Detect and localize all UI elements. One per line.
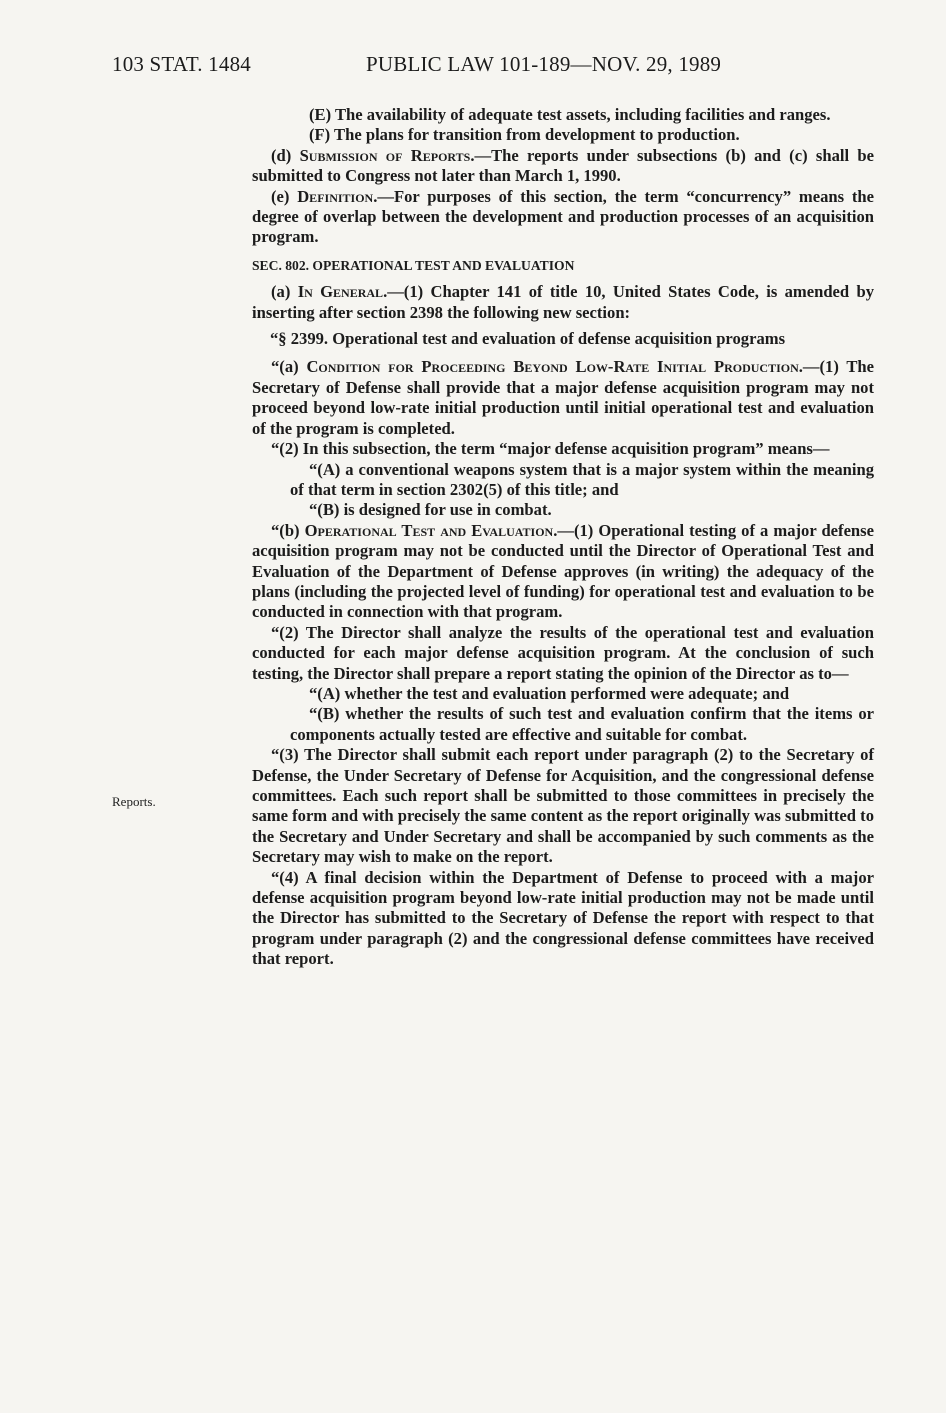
page-header	[112, 52, 876, 84]
paragraph-e-definition	[252, 187, 874, 248]
paragraph-label: “(a)	[271, 357, 307, 377]
paragraph-e-test-assets: (E) The availability of adequate test assets, including facilities and ranges.	[309, 105, 831, 124]
statute-body	[252, 105, 874, 970]
paragraph-2399a2B-combat: “(B) is designed for use in combat.	[309, 500, 552, 520]
paragraph-label: (d)	[271, 145, 300, 165]
paragraph-text: .—The reports under subsections (b) and (c) shall be submitted to Congress not later than March 1, 1990.	[252, 145, 874, 186]
paragraph-text: .—(1) Chapter 141 of title 10, United States Code, is amended by inserting after section 2398 the following new section:	[252, 282, 874, 322]
paragraph-2399b3-submit-reports: “(3) The Director shall submit each report under paragraph (2) to the Secretary of Defense, the Under Secretary of Defense for Acquisition, and the congressional defense committees. Each such report shall be submitted to those committees in precisely the same form and with precisely the same content as the report originally was submitted to the Secretary and Under Secretary and shall be accompanied by such comments as the Secretary may wish to make on the report.	[252, 745, 874, 867]
paragraph-label: (e)	[271, 186, 298, 206]
paragraph-2399b2A-adequacy: “(A) whether the test and evaluation performed were adequate; and	[309, 683, 790, 703]
paragraph-2399b2B-effectiveness: “(B) whether the results of such test and evaluation confirm that the items or components actually tested are effective and suitable for combat.	[290, 704, 874, 744]
paragraph-d-submission-of-reports	[252, 146, 874, 187]
paragraph-label: “(b)	[271, 520, 305, 540]
paragraph-heading: Condition for Proceeding Beyond Low-Rate Initial Production	[306, 357, 799, 377]
paragraph-heading: Definition	[297, 186, 374, 206]
paragraph-2399b-operational-test	[252, 521, 874, 623]
paragraph-heading: In General	[297, 282, 384, 302]
paragraph-a-in-general	[252, 282, 874, 323]
stat-page-number: 103 STAT. 1484	[112, 52, 251, 76]
paragraph-text: .—(1) Operational testing of a major defense acquisition program may not be conducted until the Director of Operational Test and Evaluation of the Department of Defense approves (in writing) the adequacy of the plans (including the projected level of funding) for operational test and evaluation to be conducted in connection with that program.	[252, 520, 874, 622]
section-802-heading: SEC. 802. OPERATIONAL TEST AND EVALUATION	[252, 257, 575, 273]
paragraph-heading: Submission of Reports	[299, 145, 471, 165]
paragraph-f-transition-plans: (F) The plans for transition from development to production.	[309, 125, 740, 145]
section-2399-title: “§ 2399. Operational test and evaluation of defense acquisition programs	[270, 329, 786, 349]
paragraph-label: (a)	[271, 282, 298, 302]
paragraph-2399b4-final-decision: “(4) A final decision within the Department of Defense to proceed with a major defense acquisition program beyond low-rate initial production may not be made until the Director has submitted to the Secretary of Defense the report with respect to that program under paragraph (2) and the congressional defense committees have received that report.	[252, 867, 874, 969]
public-law-citation: PUBLIC LAW 101-189—NOV. 29, 1989	[366, 52, 722, 76]
margin-note-reports: Reports.	[112, 794, 156, 809]
paragraph-text: .—(1) The Secretary of Defense shall provide that a major defense acquisition program may not proceed beyond low-rate initial production until initial operational test and evaluation of the program is completed.	[252, 357, 874, 438]
paragraph-2399a2-definition: “(2) In this subsection, the term “major defense acquisition program” means—	[271, 439, 830, 459]
paragraph-2399b2-analysis: “(2) The Director shall analyze the results of the operational test and evaluation conducted for each major defense acquisition program. At the conclusion of such testing, the Director shall prepare a report stating the opinion of the Director as to—	[252, 622, 874, 683]
paragraph-text: .—For purposes of this section, the term “concurrency” means the degree of overlap between the development and production processes of an acquisition program.	[252, 186, 874, 247]
paragraph-2399a-condition	[252, 357, 874, 439]
paragraph-heading: Operational Test and Evaluation	[304, 520, 554, 540]
paragraph-2399a2A-conventional-weapons: “(A) a conventional weapons system that is a major system within the meaning of that term in section 2302(5) of this title; and	[290, 459, 874, 499]
